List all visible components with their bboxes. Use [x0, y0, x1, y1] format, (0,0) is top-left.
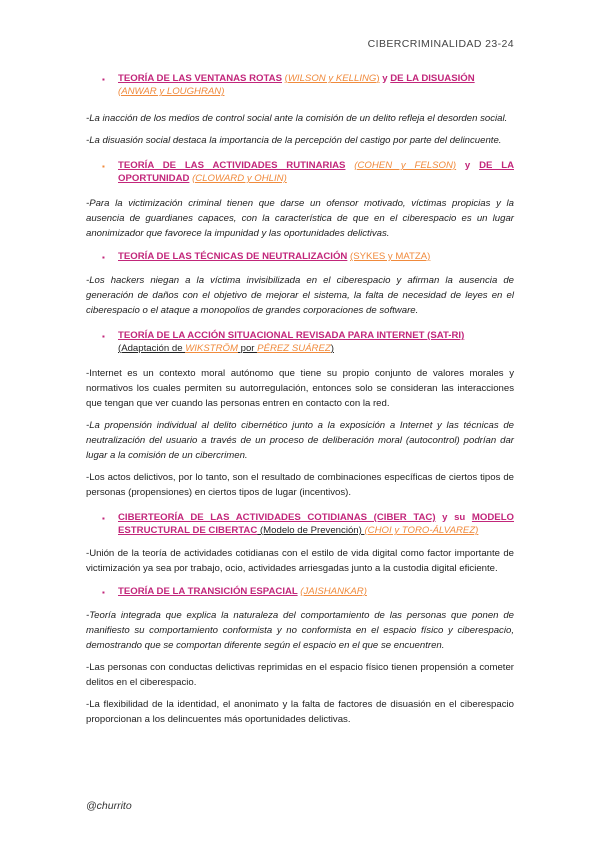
adaptation-note: ) — [330, 343, 334, 354]
paragraph: -Los hackers niegan a la víctima invisibilizada en el ciberespacio y afirman la ausencia de generación de daños con el objetivo de mejorar el sistema, la falta de necesidad de leyes en el ciberespacio o el ataque a monopolios de grandes corporaciones de software. — [86, 275, 514, 316]
paren: ( — [284, 73, 288, 84]
paragraph: -La inacción de los medios de control social ante la comisión de un delito refleja el desorden social. — [86, 113, 508, 124]
bullet-text — [118, 585, 514, 599]
paragraph: -Las personas con conductas delictivas reprimidas en el espacio físico tienen propensión a cometer delitos en el ciberespacio. — [86, 662, 514, 688]
bullet-icon: ▪ — [102, 253, 105, 262]
bullet-text — [118, 72, 514, 98]
theory-title: TEORÍA DE LA TRANSICIÓN ESPACIAL — [118, 586, 298, 597]
theory-title: TEORÍA DE LAS ACTIVIDADES RUTINARIAS — [118, 160, 346, 171]
bullet-text — [118, 250, 514, 264]
author-name: WIKSTRÖM — [185, 343, 238, 354]
paragraph: -Unión de la teoría de actividades cotidianas con el estilo de vida digital como factor importante de victimización ya sea por trabajo, ocio, actividades arriesgadas junto a la custodia digital eficiente. — [86, 548, 514, 574]
author-name: WILSON y KELLING — [287, 73, 377, 84]
document-body — [86, 70, 514, 727]
author-name: (ANWAR y LOUGHRAN) — [118, 86, 225, 97]
bullet-icon: ▪ — [102, 162, 105, 171]
bullet-ventanas-rotas — [102, 72, 514, 98]
adaptation-note: (Adaptación de — [118, 343, 186, 354]
theory-title: DE LA DISUASIÓN — [390, 73, 475, 84]
bullet-transicion-espacial — [102, 585, 514, 599]
bullet-ciberteoria-tac — [102, 511, 514, 537]
bullet-icon: ▪ — [102, 514, 105, 523]
theory-title: MODELO ESTRUCTURAL DE CIBERTAC — [118, 512, 515, 536]
author-name: (CHOI y TORO-ÁLVAREZ) — [364, 525, 479, 536]
author-name: (CLOWARD y OHLIN) — [192, 173, 287, 184]
connector: y — [379, 73, 391, 84]
paragraph: -La disuasión social destaca la importancia de la percepción del castigo por parte del delincuente. — [86, 135, 502, 146]
paragraph: -La flexibilidad de la identidad, el anonimato y la falta de factores de disuasión en el ciberespacio proporcionan a los delincuentes más oportunidades delictivas. — [86, 699, 514, 725]
paragraph: -Internet es un contexto moral autónomo que tiene su propio conjunto de valores morales y normativos los cuales permiten su autorregulación, entonces solo se consideran las interacciones que tengan que ver cuando las personas entren en contacto con la red. — [86, 368, 514, 409]
bullet-neutralizacion — [102, 250, 514, 264]
author-signature: @churrito — [86, 800, 132, 812]
connector: y su — [435, 512, 472, 523]
bullet-icon: ▪ — [102, 588, 105, 597]
bullet-text — [118, 511, 514, 537]
paragraph: -La propensión individual al delito cibernético junto a la exposición a Internet y las técnicas de neutralización del usuario a través de un proceso de deliberación moral (autocontrol) podrían dar lugar a la comisión de un cibercrimen. — [86, 420, 514, 461]
author-name: (COHEN y FELSON) — [354, 160, 457, 171]
connector: y — [456, 160, 480, 171]
theory-title: CIBERTEORÍA DE LAS ACTIVIDADES COTIDIANAS (CIBER TAC) — [118, 512, 436, 523]
theory-title: TEORÍA DE LAS TÉCNICAS DE NEUTRALIZACIÓN — [118, 251, 348, 262]
bullet-icon: ▪ — [102, 75, 105, 84]
bullet-accion-situacional — [102, 329, 514, 355]
author-name: (SYKES y MATZA) — [350, 251, 431, 262]
theory-title: TEORÍA DE LA ACCIÓN SITUACIONAL REVISADA PARA INTERNET (SAT-RI) — [118, 330, 465, 341]
paren: ) — [376, 73, 380, 84]
bullet-actividades-rutinarias — [102, 159, 514, 185]
paragraph: -Teoría integrada que explica la naturaleza del comportamiento de las personas que ponen de manifiesto su comportamiento conformista y no conformista en el espacio físico y ciberespacio, demostrando que se comportan diferente según el espacio en el que se encuentren. — [86, 610, 514, 651]
bullet-text — [118, 159, 514, 185]
model-note: (Modelo de Prevención) — [257, 525, 365, 536]
theory-title: TEORÍA DE LAS VENTANAS ROTAS — [118, 73, 282, 84]
bullet-text — [118, 329, 514, 355]
paragraph: -Los actos delictivos, por lo tanto, son el resultado de combinaciones específicas de ciertos tipos de personas (propensiones) en ciertos tipos de lugar (incentivos). — [86, 472, 514, 498]
theory-title: DE LA OPORTUNIDAD — [118, 160, 514, 184]
bullet-icon: ▪ — [102, 332, 105, 341]
document-header: CIBERCRIMINALIDAD 23-24 — [367, 38, 514, 50]
adaptation-note: por — [237, 343, 258, 354]
author-name: (JAISHANKAR) — [300, 586, 367, 597]
author-name: PÉREZ SUÁREZ — [257, 343, 331, 354]
paragraph: -Para la victimización criminal tienen que darse un ofensor motivado, víctimas propicias y la ausencia de guardianes capaces, con la característica de que en el ciberespacio es un lugar anonimizador que favorece la impunidad y las oportunidades delictivas. — [86, 198, 514, 239]
